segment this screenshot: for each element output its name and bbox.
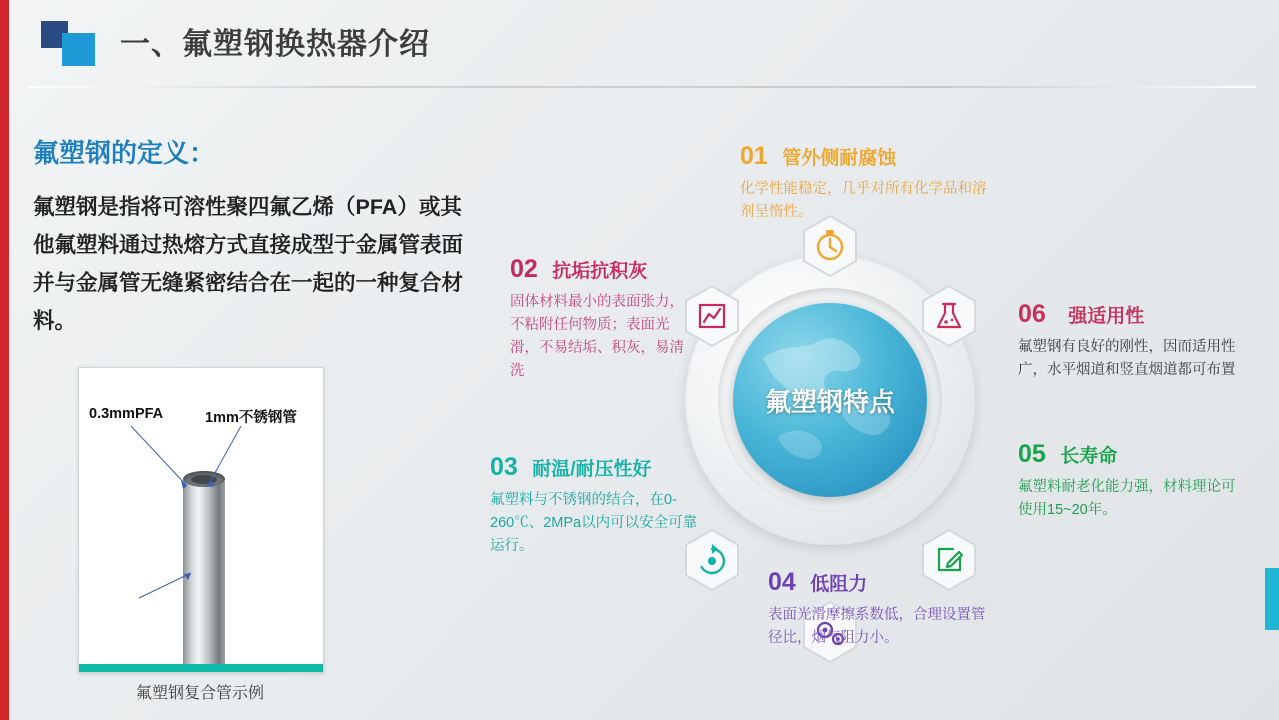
feature-title-01: 管外侧耐腐蚀 (782, 148, 897, 169)
feature-item-01 (740, 142, 990, 224)
photo-label-steel: 1mm不锈钢管 (205, 410, 297, 426)
photo-canvas (79, 368, 323, 664)
feature-title-03: 耐温/耐压性好 (532, 459, 652, 480)
sample-pipe-photo (78, 367, 324, 673)
feature-desc-02: 固体材料最小的表面张力，不粘附任何物质；表面光滑，不易结垢、积灰，易清洗 (510, 294, 684, 379)
feature-number-05: 05 (1018, 440, 1046, 468)
header-square-blue-icon (62, 33, 95, 66)
features-diagram (490, 110, 1279, 720)
feature-desc-03: 氟塑料与不锈钢的结合，在0-260℃、2MPa以内可以安全可靠运行。 (490, 492, 698, 554)
feature-item-06 (1018, 300, 1258, 382)
feature-number-02: 02 (510, 255, 538, 283)
feature-item-03 (490, 453, 700, 558)
photo-caption: 氟塑钢复合管示例 (135, 685, 264, 702)
flask-icon (920, 284, 978, 348)
feature-title-06: 强适用性 (1068, 306, 1145, 327)
chart-line-icon (683, 284, 741, 348)
feature-item-02 (510, 255, 685, 383)
definition-body: 氟塑钢是指将可溶性聚四氟乙烯（PFA）或其他氟塑料通过热熔方式直接成型于金属管表面并与金属管无缝紧密结合在一起的一种复合材料。 (33, 195, 464, 333)
page-title: 一、氟塑钢换热器介绍 (120, 28, 430, 61)
feature-item-04 (768, 568, 988, 650)
left-red-bar (0, 0, 9, 720)
header-divider (28, 86, 1256, 88)
photo-bottom-accent (79, 664, 323, 672)
diagram-center-label: 氟塑钢特点 (764, 387, 895, 417)
feature-desc-04: 表面光滑摩擦系数低，合理设置管径比，烟气阻力小。 (768, 607, 986, 646)
definition-title: 氟塑钢的定义： (33, 138, 216, 168)
feature-desc-01: 化学性能稳定，几乎对所有化学品和溶剂呈惰性。 (740, 181, 987, 220)
feature-title-05: 长寿命 (1060, 446, 1118, 467)
feature-number-01: 01 (740, 142, 768, 170)
photo-label-pfa: 0.3mmPFA (89, 406, 164, 422)
feature-desc-05: 氟塑料耐老化能力强，材料理论可使用15~20年。 (1018, 479, 1236, 518)
photo-leader-lines (79, 368, 323, 664)
feature-number-06: 06 (1018, 300, 1046, 328)
feature-number-04: 04 (768, 568, 796, 596)
feature-desc-06: 氟塑钢有良好的刚性，因而适用性广，水平烟道和竖直烟道都可布置 (1018, 339, 1236, 378)
feature-title-02: 抗垢抗积灰 (552, 261, 648, 282)
feature-number-03: 03 (490, 453, 518, 481)
feature-title-04: 低阻力 (810, 574, 868, 595)
slide-header (0, 0, 1279, 86)
feature-item-05 (1018, 440, 1248, 522)
